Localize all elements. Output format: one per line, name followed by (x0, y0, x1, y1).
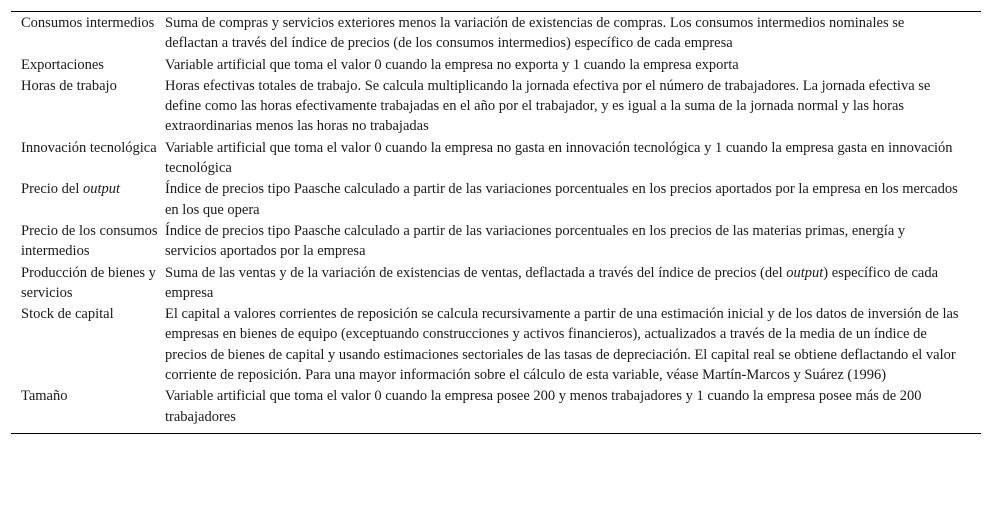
table-row (11, 12, 981, 54)
definition-cell (165, 262, 981, 304)
definition-cell: Variable artificial que toma el valor 0 cuando la empresa no exporta y 1 cuando la empresa exporta (165, 56, 739, 73)
term-cell: Innovación tecnológica (21, 139, 157, 156)
table-row (11, 54, 981, 75)
definitions-table (11, 12, 981, 433)
table-row (11, 220, 981, 262)
definition-cell: Horas efectivas totales de trabajo. Se calcula multiplicando la jornada efectiva por el número de trabajadores. La jornada efectiva se define como las horas efectivamente trabajadas en el año por el trabajador, y es igual a la suma de la jornada normal y las horas extraordinarias menos las horas no trabajadas (165, 77, 931, 135)
term-cell: Stock de capital (21, 306, 114, 323)
table-row (11, 137, 981, 179)
definition-cell: Índice de precios tipo Paasche calculado a partir de las variaciones porcentuales en los precios de las materias primas, energía y servicios aportados por la empresa (165, 222, 906, 260)
term-cell: Horas de trabajo (21, 77, 117, 94)
definition-cell: Variable artificial que toma el valor 0 cuando la empresa no gasta en innovación tecnológica y 1 cuando la empresa gasta en innovación tecnológica (165, 139, 953, 177)
definition-cell: El capital a valores corrientes de reposición se calcula recursivamente a partir de una estimación inicial y de los datos de inversión de las empresas en bienes de equipo (exceptuando construcciones y activos financieros), actualizados a través de la media de un índice de precios de bienes de capital y usando estimaciones sectoriales de las tasas de depreciación. El capital real se obtiene deflactando el valor corriente de reposición. Para una mayor información sobre el cálculo de esta variable, véase Martín-Marcos y Suárez (1996) (165, 306, 959, 384)
definition-cell: Suma de compras y servicios exteriores menos la variación de existencias de compras. Los consumos intermedios nominales se deflactan a través del índice de precios (de los consumos intermedios) específico de cada empresa (165, 15, 905, 52)
term-cell (11, 178, 165, 220)
term-cell: Tamaño (21, 388, 68, 405)
definition-text: Suma de las ventas y de la variación de existencias de ventas, deflactada a través del índice de precios (del (165, 264, 787, 281)
definition-cell: Índice de precios tipo Paasche calculado a partir de las variaciones porcentuales en los precios aportados por la empresa en los mercados en los que opera (165, 181, 958, 218)
term-cell: Consumos intermedios (21, 15, 155, 31)
table-row (11, 303, 981, 385)
term-cell: Producción de bienes y servicios (21, 264, 156, 301)
table-row (11, 75, 981, 137)
definition-text: ) específico de cada empresa (165, 264, 939, 301)
table-row (11, 385, 981, 433)
definition-cell: Variable artificial que toma el valor 0 cuando la empresa posee 200 y menos trabajadores y 1 cuando la empresa posee más de 200 trabajadores (165, 388, 922, 425)
table-row (11, 178, 981, 220)
term-italic-text: output (83, 181, 121, 198)
term-text: Precio del (21, 181, 84, 198)
term-cell: Exportaciones (21, 56, 104, 73)
term-cell: Precio de los consumos intermedios (21, 222, 158, 260)
definition-italic-text: output (786, 264, 824, 281)
table-row (11, 262, 981, 304)
variable-definitions-table (11, 11, 981, 434)
